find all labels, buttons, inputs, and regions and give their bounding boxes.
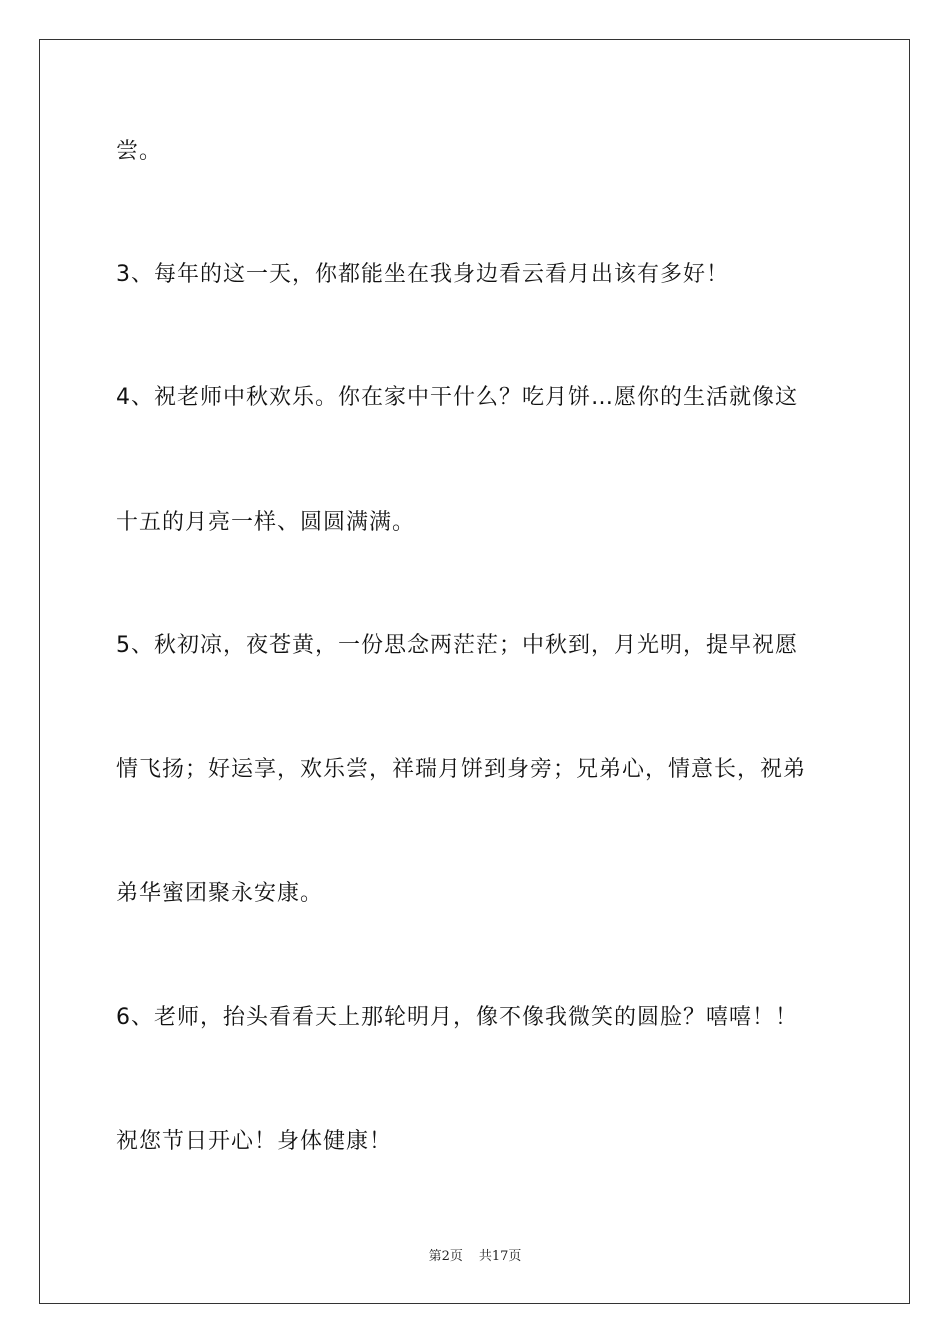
text-line-2: 3、每年的这一天，你都能坐在我身边看云看月出该有多好！: [116, 262, 729, 287]
text-line-3: 4、祝老师中秋欢乐。你在家中干什么？吃月饼…愿你的生活就像这: [116, 385, 798, 410]
page-footer: [0, 1248, 950, 1266]
text-line-4: 十五的月亮一样、圆圆满满。: [116, 510, 416, 535]
page-frame: [39, 39, 910, 1304]
page-total: 共17页: [478, 1249, 522, 1264]
text-line-1: 尝。: [116, 139, 163, 164]
text-line-8: 6、老师，抬头看看天上那轮明月，像不像我微笑的圆脸？嘻嘻！！: [116, 1005, 798, 1030]
text-line-5: 5、秋初凉，夜苍黄，一份思念两茫茫；中秋到，月光明，提早祝愿: [116, 633, 798, 658]
text-line-9: 祝您节日开心！身体健康！: [116, 1129, 393, 1154]
text-line-7: 弟华蜜团聚永安康。: [116, 881, 324, 906]
page-number: 第2页: [428, 1249, 463, 1264]
text-line-6: 情飞扬；好运享，欢乐尝，祥瑞月饼到身旁；兄弟心，情意长，祝弟: [116, 757, 807, 782]
